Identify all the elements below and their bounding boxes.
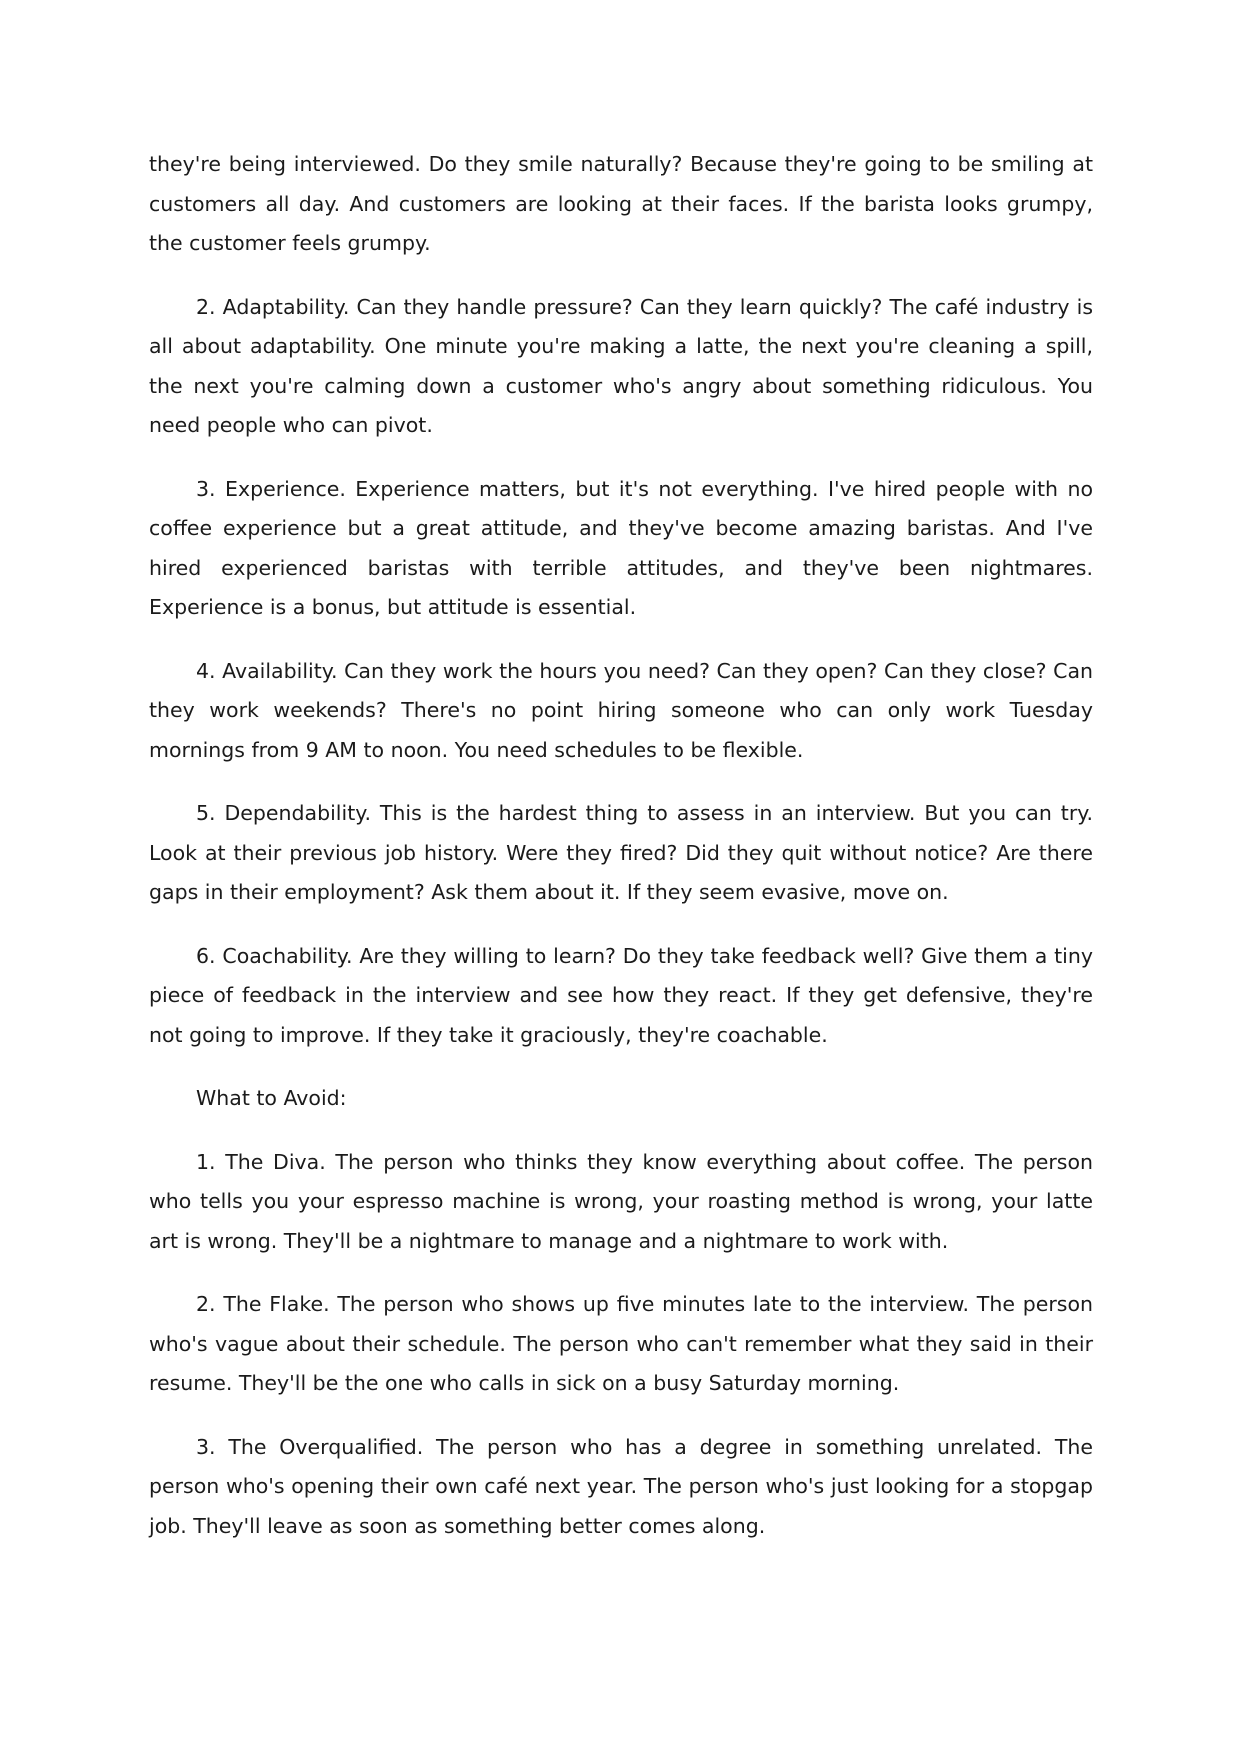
paragraph-coachability: 6. Coachability. Are they willing to learn? Do they take feedback well? Give them a tiny piece of feedback in the interview and see how they react. If they get defensive, they're not going to improve. If they take it graciously, they're coachable. <box>149 943 1093 1047</box>
paragraph-dependability: 5. Dependability. This is the hardest thing to assess in an interview. But you can try. Look at their previous job history. Were they fired? Did they quit without notice? Are there gaps in their employment? Ask them about it. If they seem evasive, move on. <box>149 801 1093 904</box>
paragraph-continuation: they're being interviewed. Do they smile naturally? Because they're going to be smiling at customers all day. And customers are looking at their faces. If the barista looks grumpy, the customer feels grumpy. <box>149 152 1093 255</box>
paragraph-the-diva: 1. The Diva. The person who thinks they know everything about coffee. The person who tells you your espresso machine is wrong, your roasting method is wrong, your latte art is wrong. They'll be a nightmare to manage and a nightmare to work with. <box>149 1149 1093 1253</box>
document-page <box>149 145 1093 1570</box>
paragraph-adaptability: 2. Adaptability. Can they handle pressure? Can they learn quickly? The café industry is all about adaptability. One minute you're making a latte, the next you're cleaning a spill, the next you're calming down a customer who's angry about something ridiculous. You need people who can pivot. <box>149 294 1093 437</box>
paragraph-experience: 3. Experience. Experience matters, but it's not everything. I've hired people with no coffee experience but a great attitude, and they've become amazing baristas. And I've hired experienced baristas with terrible attitudes, and they've been nightmares. Experience is a bonus, but attitude is essential. <box>149 476 1093 619</box>
paragraph-the-flake: 2. The Flake. The person who shows up five minutes late to the interview. The person who's vague about their schedule. The person who can't remember what they said in their resume. They'll be the one who calls in sick on a busy Saturday morning. <box>149 1292 1093 1395</box>
paragraph-availability: 4. Availability. Can they work the hours you need? Can they open? Can they close? Can they work weekends? There's no point hiring someone who can only work Tuesday mornings from 9 AM to noon. You need schedules to be flexible. <box>149 658 1093 762</box>
paragraph-the-overqualified: 3. The Overqualified. The person who has a degree in something unrelated. The person who's opening their own café next year. The person who's just looking for a stopgap job. They'll leave as soon as something better comes along. <box>149 1434 1093 1538</box>
section-heading-what-to-avoid: What to Avoid: <box>196 1086 347 1110</box>
